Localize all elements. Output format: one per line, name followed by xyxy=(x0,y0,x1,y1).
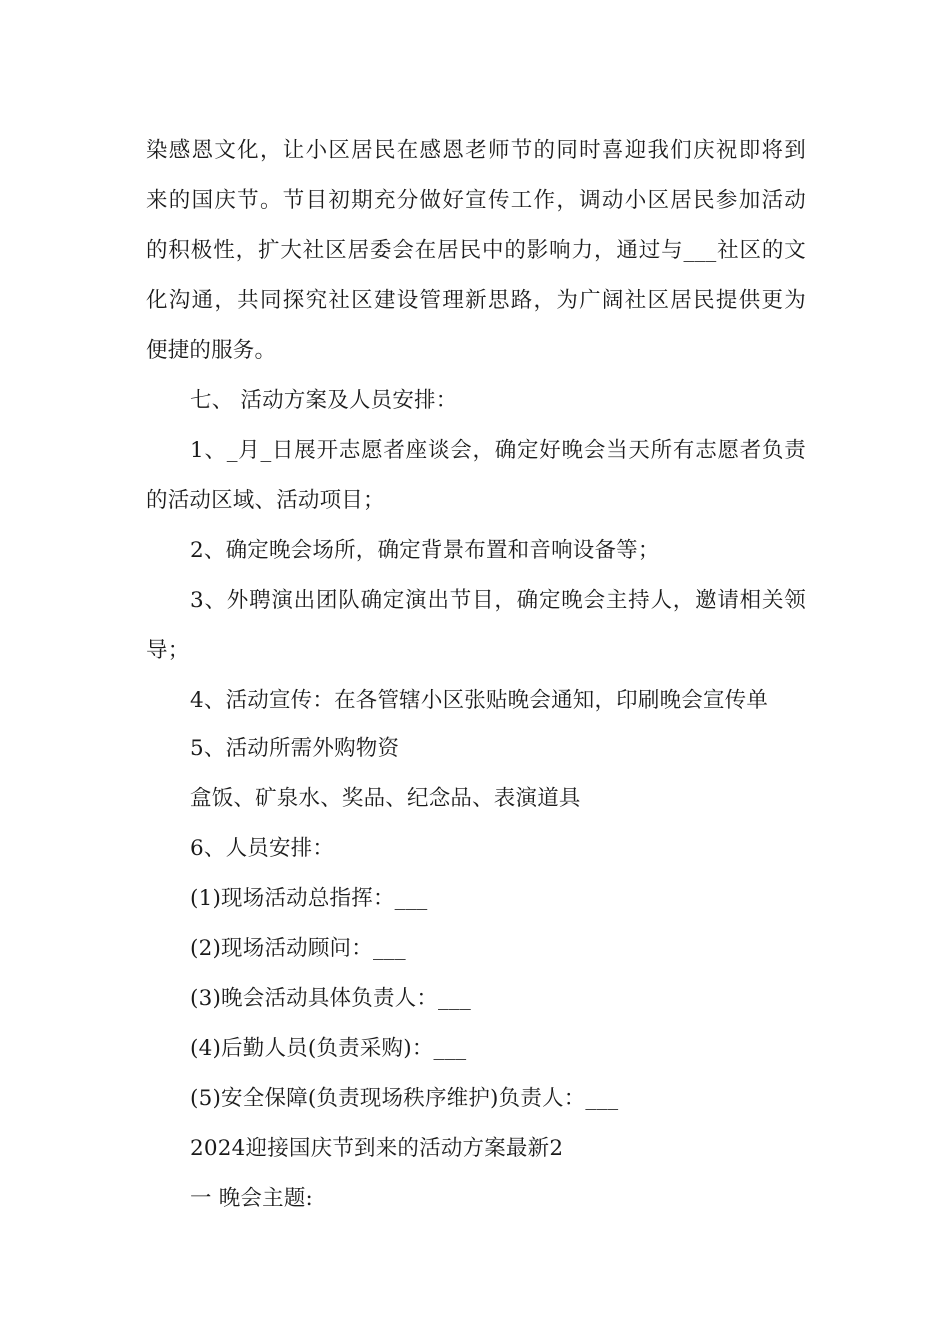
list-item-continuation: 导； xyxy=(146,638,190,663)
list-item: 6、人员安排： xyxy=(190,836,335,861)
section-heading: 一 晚会主题: xyxy=(190,1186,313,1211)
section-title: 2024迎接国庆节到来的活动方案最新2 xyxy=(190,1136,564,1161)
paragraph-line: 染感恩文化，让小区居民在感恩老师节的同时喜迎我们庆祝即将到 xyxy=(146,138,806,163)
list-item: (5)安全保障(负责现场秩序维护)负责人：___ xyxy=(190,1086,619,1111)
list-item: 3、外聘演出团队确定演出节目，确定晚会主持人，邀请相关领 xyxy=(190,588,806,613)
paragraph-line: 化沟通，共同探究社区建设管理新思路，为广阔社区居民提供更为 xyxy=(146,288,806,313)
list-item: (4)后勤人员(负责采购)：___ xyxy=(190,1036,467,1061)
list-item: (1)现场活动总指挥：___ xyxy=(190,886,428,911)
paragraph-line: 便捷的服务。 xyxy=(146,338,277,363)
list-item: 5、活动所需外购物资 xyxy=(190,736,400,761)
paragraph-line: 来的国庆节。节目初期充分做好宣传工作，调动小区居民参加活动 xyxy=(146,188,806,213)
list-item: 盒饭、矿泉水、奖品、纪念品、表演道具 xyxy=(190,786,581,811)
list-item: (2)现场活动顾问：___ xyxy=(190,936,406,961)
section-heading: 七、 活动方案及人员安排： xyxy=(190,388,458,413)
list-item: 1、_月_日展开志愿者座谈会，确定好晚会当天所有志愿者负责 xyxy=(190,438,806,463)
list-item: (3)晚会活动具体负责人：___ xyxy=(190,986,471,1011)
list-item-continuation: 的活动区域、活动项目； xyxy=(146,488,385,513)
list-item: 4、活动宣传：在各管辖小区张贴晚会通知，印刷晚会宣传单 xyxy=(190,688,769,713)
paragraph-line: 的积极性，扩大社区居委会在居民中的影响力，通过与___社区的文 xyxy=(146,238,806,263)
list-item: 2、确定晚会场所，确定背景布置和音响设备等； xyxy=(190,538,660,563)
